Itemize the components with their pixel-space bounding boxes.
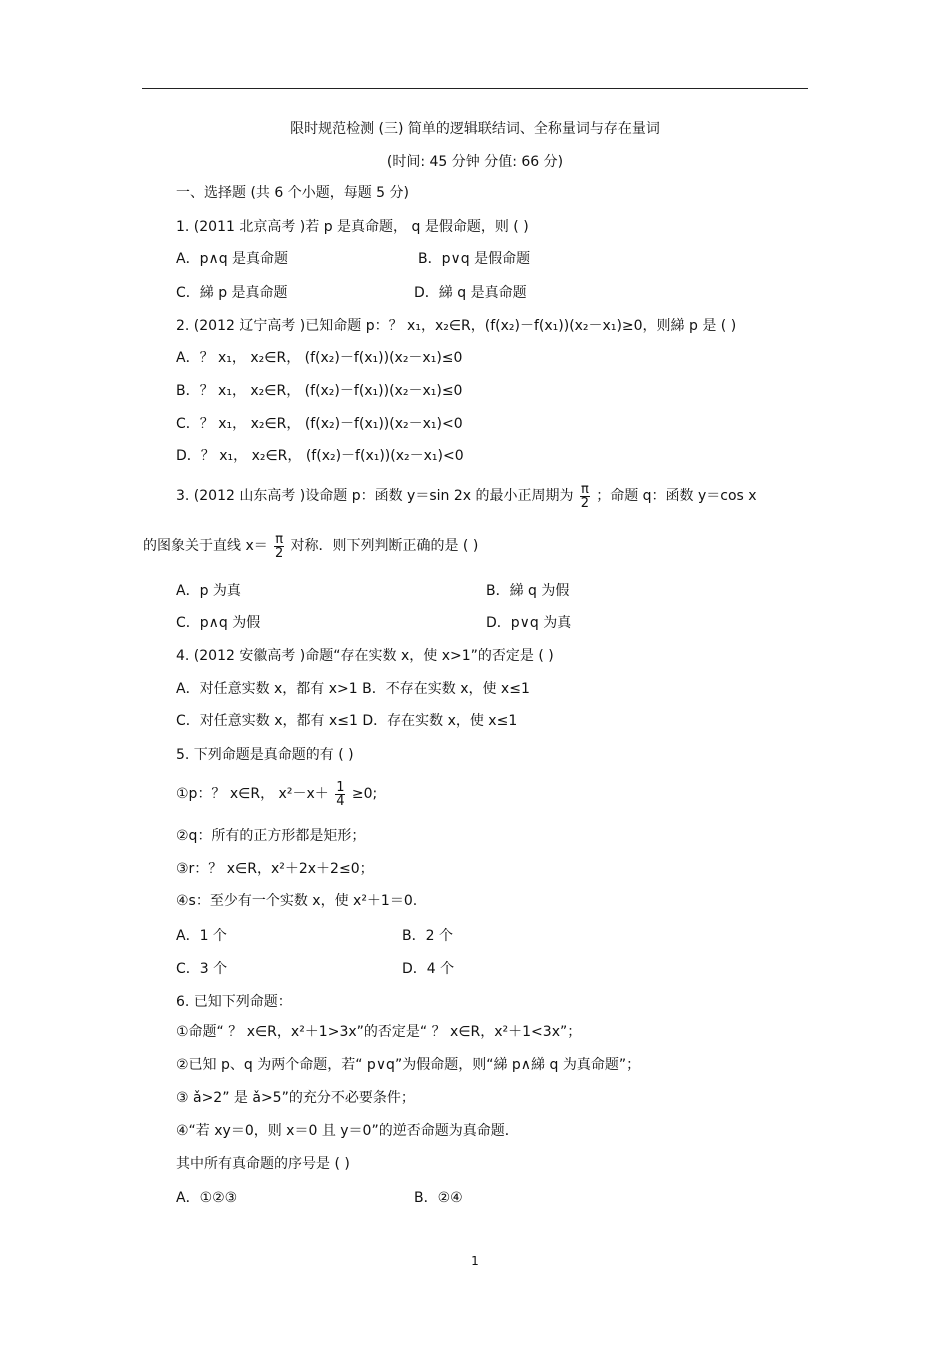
- q6-option-b: B．②④: [414, 1190, 463, 1206]
- q5-s1-part2: ≥0;: [351, 786, 378, 802]
- q3-fraction-pi-over-2: [580, 483, 590, 510]
- q2-option-d: D．？ x₁， x₂∈R， (f(x₂)－f(x₁))(x₂－x₁)<0: [176, 448, 464, 464]
- q5-statement-2: ②q：所有的正方形都是矩形；: [176, 828, 366, 844]
- q1-option-a: A．p∧q 是真命题: [176, 251, 289, 267]
- section-heading: 一、选择题 (共 6 个小题，每题 5 分): [176, 185, 409, 201]
- fraction-numerator: 1: [336, 779, 345, 795]
- q3-stem-line2: [143, 528, 478, 564]
- q3-option-d: D．p∨q 为真: [486, 615, 572, 631]
- q3-option-c: C．p∧q 为假: [176, 615, 261, 631]
- q1-option-c: C．綈 p 是真命题: [176, 285, 288, 301]
- page-number: 1: [471, 1254, 479, 1268]
- fraction-numerator: π: [580, 481, 589, 497]
- q1-option-d: D．綈 q 是真命题: [414, 285, 527, 301]
- page-title: 限时规范检测 (三) 简单的逻辑联结词、全称量词与存在量词: [290, 121, 660, 137]
- q3-option-a: A．p 为真: [176, 583, 241, 599]
- q4-options-cd: C．对任意实数 x，都有 x≤1 D．存在实数 x，使 x≤1: [176, 713, 518, 729]
- q5-option-b: B．2 个: [402, 928, 453, 944]
- q3-stem-part2: ；命题 q：函数 y＝cos x: [596, 488, 757, 504]
- q1-stem: 1. (2011 北京高考 )若 p 是真命题， q 是假命题，则 ( ): [176, 219, 529, 235]
- q2-option-b: B．？ x₁， x₂∈R， (f(x₂)－f(x₁))(x₂－x₁)≤0: [176, 383, 463, 399]
- header-rule: [142, 88, 808, 89]
- q3-line2-part2: 对称．则下列判断正确的是 ( ): [290, 538, 479, 554]
- q5-option-a: A．1 个: [176, 928, 227, 944]
- q4-stem: 4. (2012 安徽高考 )命题“存在实数 x，使 x>1”的否定是 ( ): [176, 648, 554, 664]
- q2-option-a: A．？ x₁， x₂∈R， (f(x₂)－f(x₁))(x₂－x₁)≤0: [176, 350, 463, 366]
- fraction-numerator: π: [275, 531, 284, 547]
- q5-option-c: C．3 个: [176, 961, 228, 977]
- q6-statement-4: ④“若 xy＝0，则 x＝0 且 y＝0”的逆否命题为真命题．: [176, 1123, 519, 1139]
- q2-stem: 2. (2012 辽宁高考 )已知命题 p：？ x₁，x₂∈R，(f(x₂)－f(x₁))(x₂－x₁)≥0，则綈 p 是 ( ): [176, 318, 737, 334]
- fraction-denominator: 2: [274, 545, 284, 561]
- page-subtitle: (时间: 45 分钟 分值: 66 分): [386, 154, 564, 170]
- q3-option-b: B．綈 q 为假: [486, 583, 570, 599]
- q5-statement-1: [176, 776, 377, 812]
- q5-stem: 5. 下列命题是真命题的有 ( ): [176, 747, 354, 763]
- fraction-denominator: 2: [580, 495, 589, 511]
- q4-options-ab: A．对任意实数 x，都有 x>1 B．不存在实数 x，使 x≤1: [176, 681, 530, 697]
- q6-statement-2: ②已知 p、q 为两个命题，若“ p∨q”为假命题，则“綈 p∧綈 q 为真命题”；: [176, 1057, 641, 1073]
- q5-option-d: D．4 个: [402, 961, 455, 977]
- q2-option-c: C．？ x₁， x₂∈R， (f(x₂)－f(x₁))(x₂－x₁)<0: [176, 416, 463, 432]
- q5-statement-4: ④s：至少有一个实数 x，使 x²＋1＝0.: [176, 893, 418, 909]
- q5-fraction-one-quarter: [335, 781, 345, 808]
- q6-stem: 6. 已知下列命题：: [176, 994, 292, 1010]
- q5-statement-3: ③r：？ x∈R，x²＋2x＋2≤0；: [176, 861, 374, 877]
- q3-stem-line1: [176, 478, 757, 514]
- q6-option-a: A．①②③: [176, 1190, 238, 1206]
- q6-ask: 其中所有真命题的序号是 ( ): [176, 1156, 350, 1172]
- q3-stem-part1: 3. (2012 山东高考 )设命题 p：函数 y＝sin 2x 的最小正周期为: [176, 488, 574, 504]
- q6-statement-3: ③ ǎ>2” 是 ǎ>5”的充分不必要条件；: [176, 1090, 415, 1106]
- q3-fraction-pi-over-2-line2: [274, 533, 284, 560]
- fraction-denominator: 4: [336, 793, 345, 809]
- q3-line2-part1: 的图象关于直线 x＝: [143, 538, 268, 554]
- q6-statement-1: ①命题“ ？ x∈R，x²＋1>3x”的否定是“ ？ x∈R，x²＋1<3x”；: [176, 1024, 582, 1040]
- q5-s1-part1: ①p：？ x∈R， x²－x＋: [176, 786, 329, 802]
- q1-option-b: B．p∨q 是假命题: [418, 251, 531, 267]
